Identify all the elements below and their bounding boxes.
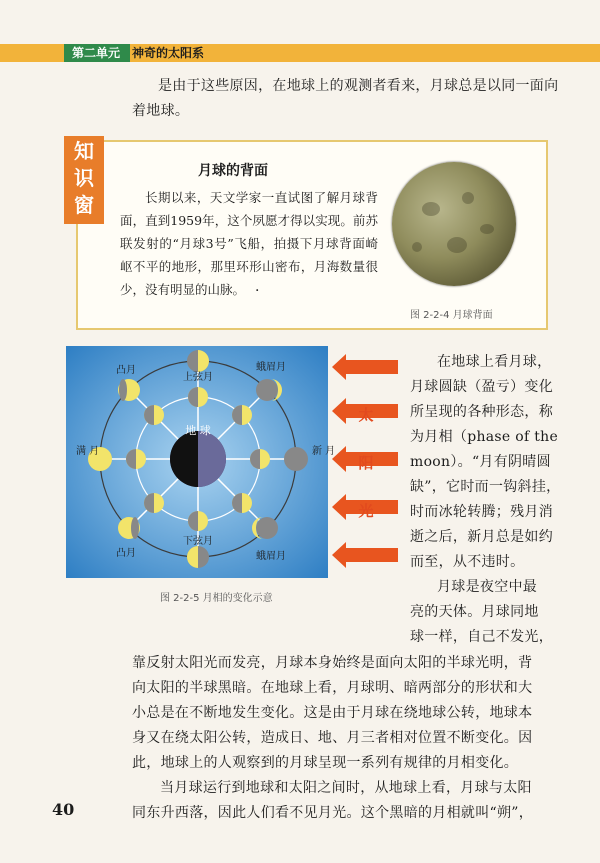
side-line: 月球圆缺（盈亏）变化 xyxy=(410,379,553,395)
side-line: 在地球上看月球， xyxy=(437,354,552,370)
label-first-quarter: 上弦月 xyxy=(183,372,213,383)
knowledge-box-tag xyxy=(64,136,104,224)
knowledge-box-title: 月球的背面 xyxy=(198,163,268,179)
side-line: 所呈现的各种形态，称 xyxy=(410,404,553,420)
main-line: 此，地球上的人观察到的月球呈现一系列有规律的月相变化。 xyxy=(132,755,519,771)
tag-char: 知 xyxy=(74,139,94,163)
main-line: 靠反射太阳光而发亮，月球本身始终是面向太阳的半球光明，背 xyxy=(132,655,533,671)
label-full-moon: 满 月 xyxy=(76,446,100,457)
tag-char: 窗 xyxy=(74,193,94,217)
label-new-moon: 新 月 xyxy=(312,446,336,457)
sunlight-char-2: 阳 xyxy=(358,454,374,472)
side-line: 为月相（phase of the xyxy=(410,429,559,445)
side-line: moon）。“月有阴晴圆 xyxy=(410,454,551,470)
tag-char: 识 xyxy=(74,166,94,190)
label-gibbous-top: 凸月 xyxy=(116,365,136,376)
main-line: 当月球运行到地球和太阳之间时，从地球上看，月球与太阳 xyxy=(160,780,532,796)
main-line: 向太阳的半球黑暗。在地球上看，月球明、暗两部分的形状和大 xyxy=(132,680,533,696)
page-number: 40 xyxy=(52,800,75,819)
side-line: 月球是夜空中最 xyxy=(437,579,538,595)
intro-line-2: 着地球。 xyxy=(132,103,190,119)
intro-line-1: 是由于这些原因，在地球上的观测者看来，月球总是以同一面向 xyxy=(158,78,559,94)
sunlight-char-3: 光 xyxy=(358,502,374,520)
decorative-dot: · xyxy=(255,283,260,299)
label-gibbous-bottom: 凸月 xyxy=(116,548,136,559)
side-line: 球一样，自己不发光， xyxy=(410,629,553,645)
side-line: 而至，从不违时。 xyxy=(410,554,525,570)
label-third-quarter: 下弦月 xyxy=(183,536,213,547)
main-line: 同东升西落，因此人们看不见月光。这个黑暗的月相就叫“朔”， xyxy=(132,805,534,821)
side-line: 缺”，它时而一钩斜挂， xyxy=(410,479,561,495)
side-line: 亮的天体。月球同地 xyxy=(410,604,539,620)
main-line: 身又在绕太阳公转，造成日、地、月三者相对位置不断变化。因 xyxy=(132,730,533,746)
unit-label: 第二单元 xyxy=(64,44,130,62)
side-line: 时而冰轮转腾；残月消 xyxy=(410,504,553,520)
figure-caption-2-2-4: 图 2-2-4 月球背面 xyxy=(410,310,493,321)
main-line: 小总是在不断地发生变化。这是由于月球在绕地球公转，地球本 xyxy=(132,705,533,721)
unit-title: 神奇的太阳系 xyxy=(132,46,205,60)
moon-far-side-image xyxy=(392,162,516,286)
label-crescent-top: 蛾眉月 xyxy=(256,362,286,373)
sunlight-char-1: 太 xyxy=(358,406,374,424)
side-line: 逝之后，新月总是如约 xyxy=(410,529,553,545)
label-crescent-bottom: 蛾眉月 xyxy=(256,551,286,562)
moon-phase-diagram xyxy=(66,346,398,578)
earth-label: 地 球 xyxy=(185,424,211,437)
figure-caption-2-2-5: 图 2-2-5 月相的变化示意 xyxy=(160,593,273,604)
knowledge-box-text: 长期以来，天文学家一直试图了解月球背面，直到1959年，这个夙愿才得以实现。前苏联发射的“月球3号”飞船，拍摄下月球背面崎岖不平的地形，那里环形山密布，月海数量很少，没有明显的山脉。 xyxy=(120,190,378,297)
